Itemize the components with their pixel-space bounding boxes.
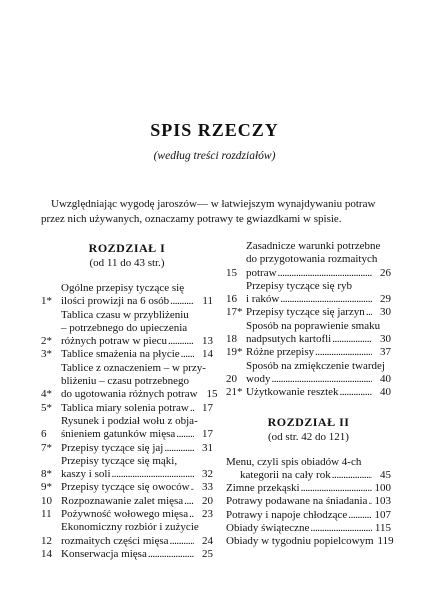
page-number: 33 bbox=[202, 481, 213, 494]
entry-number: 8* bbox=[41, 468, 52, 481]
page-number: 37 bbox=[380, 346, 391, 359]
page-number: 31 bbox=[202, 441, 213, 454]
dot-leader bbox=[280, 293, 372, 306]
page-number: 23 bbox=[202, 508, 213, 521]
entry-number: 12 bbox=[41, 534, 52, 547]
dot-leader bbox=[170, 295, 194, 308]
toc-entry bbox=[41, 495, 213, 508]
entry-number: 3* bbox=[41, 348, 52, 361]
dot-leader bbox=[271, 373, 372, 386]
toc-entry bbox=[41, 415, 213, 442]
entry-text: Zimne przekąski bbox=[226, 482, 300, 495]
entry-text: Przepisy tyczące się owoców bbox=[61, 481, 190, 494]
entry-text: Pożywność wołowego mięsa bbox=[61, 508, 189, 521]
toc-entry bbox=[226, 509, 391, 522]
entry-number: 5* bbox=[41, 401, 52, 414]
toc-entry bbox=[41, 481, 213, 494]
dot-leader bbox=[340, 386, 372, 399]
toc-entry bbox=[41, 521, 213, 548]
toc-entry bbox=[41, 348, 213, 361]
toc-entry bbox=[41, 508, 213, 521]
toc-entry bbox=[226, 240, 391, 280]
entry-text: Ogólne przepisy tyczące się bbox=[61, 282, 185, 294]
dot-leader bbox=[164, 442, 194, 455]
toc-list bbox=[226, 240, 391, 400]
entry-text: Użytkowanie resztek bbox=[246, 386, 339, 399]
entry-number: 6 bbox=[41, 428, 47, 441]
chapter-heading: ROZDZIAŁ II bbox=[267, 414, 350, 429]
toc-entry bbox=[41, 282, 213, 309]
entry-number: 4* bbox=[41, 388, 52, 401]
entry-text: potraw bbox=[246, 266, 277, 279]
dot-leader bbox=[310, 522, 372, 535]
entry-number: 17* bbox=[226, 306, 243, 319]
toc-entry bbox=[226, 535, 394, 548]
page-number: 30 bbox=[380, 333, 391, 346]
entry-number: 9* bbox=[41, 481, 52, 494]
entry-number: 21* bbox=[226, 386, 243, 399]
entry-text: Przepisy tyczące się jaj bbox=[61, 441, 164, 454]
toc-entry bbox=[226, 522, 391, 535]
entry-text: Sposób na zmiękczenie twardej bbox=[246, 359, 385, 372]
page-number: 32 bbox=[202, 468, 213, 481]
page-number: 25 bbox=[202, 547, 213, 560]
page-number: 13 bbox=[202, 335, 213, 348]
entry-text: do przygotowania rozmaitych bbox=[246, 253, 378, 266]
entry-text: Tablica czasu w przybliżeniu bbox=[61, 308, 189, 321]
page-subtitle: (według treści rozdziałów) bbox=[153, 150, 276, 162]
entry-number: 10 bbox=[41, 494, 52, 507]
entry-text: Tablica miary solenia potraw bbox=[61, 401, 189, 414]
toc-entry bbox=[226, 320, 391, 347]
dot-leader bbox=[112, 468, 195, 481]
page-number: 40 bbox=[380, 386, 391, 399]
page-number: 30 bbox=[380, 306, 391, 319]
page-number: 115 bbox=[374, 522, 391, 535]
dot-leader bbox=[181, 348, 194, 361]
toc-list bbox=[41, 282, 218, 561]
toc-entry bbox=[226, 306, 391, 319]
page-number: 107 bbox=[374, 508, 391, 521]
entry-text: Rozpoznawanie zalet mięsa bbox=[61, 494, 184, 507]
entry-text: kaszy i soli bbox=[61, 468, 111, 481]
entry-text: Potrawy podawane na śniadania bbox=[226, 495, 368, 508]
entry-text: Tablice smażenia na płycie bbox=[61, 348, 180, 361]
page-number: 20 bbox=[202, 494, 213, 507]
right-column bbox=[226, 240, 394, 549]
entry-text: ilości prowizji na 6 osób bbox=[61, 295, 170, 308]
dot-leader bbox=[348, 509, 372, 522]
page-number: 29 bbox=[380, 293, 391, 306]
toc-entry bbox=[41, 442, 213, 455]
toc-entry bbox=[41, 402, 213, 415]
entry-text: Przepisy tyczące się mąki, bbox=[61, 454, 178, 467]
entry-text: Różne przepisy bbox=[246, 346, 315, 359]
entry-text: Zasadnicze warunki potrzebne bbox=[246, 240, 381, 252]
intro-paragraph: Uwzględniając wygodę jaroszów— w łatwiejszym wynajdywaniu potraw przez nich używanych, oznaczamy potrawy te gwiazdkami w spisie. bbox=[41, 198, 376, 225]
dot-leader bbox=[170, 535, 194, 548]
entry-text: Przepisy tyczące się jarzyn bbox=[246, 306, 365, 319]
left-column bbox=[41, 240, 218, 561]
entry-number: 2* bbox=[41, 335, 52, 348]
page-number: 100 bbox=[374, 482, 391, 495]
entry-text: i raków bbox=[246, 293, 280, 306]
entry-text: Menu, czyli spis obiadów 4-ch bbox=[226, 455, 362, 468]
toc-entry bbox=[41, 548, 213, 561]
entry-number: 7* bbox=[41, 441, 52, 454]
dot-leader bbox=[176, 428, 194, 441]
dot-leader bbox=[191, 481, 194, 494]
entry-text: Obiady w tygodniu popielcowym bbox=[226, 535, 374, 548]
dot-leader bbox=[184, 495, 194, 508]
toc-entry bbox=[41, 455, 213, 482]
page-number: 17 bbox=[202, 401, 213, 414]
page-number: 11 bbox=[202, 295, 213, 308]
page-number: 24 bbox=[202, 534, 213, 547]
chapter-range: (od 11 do 43 str.) bbox=[89, 257, 165, 269]
page-number: 40 bbox=[380, 372, 391, 385]
entry-text: Rysunek i podział wołu z obja- bbox=[61, 414, 198, 427]
dot-leader bbox=[278, 267, 372, 280]
dot-leader bbox=[148, 548, 194, 561]
toc-entry bbox=[226, 495, 391, 508]
dot-leader bbox=[315, 346, 372, 359]
dot-leader bbox=[301, 482, 372, 495]
entry-number: 20 bbox=[226, 372, 237, 385]
entry-number: 16 bbox=[226, 293, 237, 306]
page-number: 14 bbox=[202, 348, 213, 361]
page-number: 15 bbox=[206, 388, 218, 401]
dot-leader bbox=[168, 335, 194, 348]
entry-text: różnych potraw w piecu bbox=[61, 335, 167, 348]
entry-number: 15 bbox=[226, 266, 237, 279]
page-number: 45 bbox=[380, 468, 391, 481]
entry-text: Konserwacja mięsa bbox=[61, 547, 147, 560]
entry-text: kategorii na cały rok bbox=[240, 468, 331, 481]
dot-leader bbox=[332, 469, 372, 482]
toc-entry bbox=[226, 386, 391, 399]
dot-leader bbox=[366, 306, 372, 319]
page-number: 26 bbox=[380, 266, 391, 279]
page-number: 103 bbox=[374, 495, 391, 508]
toc-entry bbox=[41, 309, 213, 349]
toc-entry bbox=[226, 456, 391, 483]
entry-number: 18 bbox=[226, 333, 237, 346]
toc-entry bbox=[226, 280, 391, 307]
dot-leader bbox=[189, 508, 194, 521]
dot-leader bbox=[190, 402, 194, 415]
entry-text: Tablice z oznaczeniem – w przy- bbox=[61, 361, 206, 374]
entry-text: do ugotowania różnych potraw bbox=[61, 388, 198, 401]
entry-number: 14 bbox=[41, 547, 52, 560]
entry-text: Przepisy tyczące się ryb bbox=[246, 279, 352, 292]
entry-text: bliżeniu – czasu potrzebnego bbox=[61, 375, 189, 388]
entry-text: Potrawy i napoje chłodzące bbox=[226, 508, 348, 521]
entry-number: 1* bbox=[41, 295, 52, 308]
entry-text: Ekonomiczny rozbiór i zużycie bbox=[61, 521, 199, 534]
dot-leader bbox=[332, 333, 372, 346]
page-number: 17 bbox=[202, 428, 213, 441]
page-number: 119 bbox=[377, 535, 394, 548]
dot-leader bbox=[368, 495, 372, 508]
page-title: SPIS RZECZY bbox=[150, 120, 279, 140]
chapter-range: (od str. 42 do 121) bbox=[268, 430, 349, 443]
entry-text: rozmaitych części mięsa bbox=[61, 534, 169, 547]
toc-list bbox=[226, 455, 394, 549]
entry-text: wody bbox=[246, 372, 271, 385]
entry-text: Sposób na poprawienie smaku bbox=[246, 319, 381, 332]
toc-entry bbox=[41, 361, 218, 402]
chapter-heading: ROZDZIAŁ I bbox=[88, 241, 166, 255]
toc-entry bbox=[226, 346, 391, 359]
entry-text: nadpsutych kartofli bbox=[246, 333, 332, 346]
entry-text: Obiady świąteczne bbox=[226, 522, 310, 535]
toc-entry bbox=[226, 482, 391, 495]
entry-number: 19* bbox=[226, 346, 243, 359]
entry-text: śnieniem gatunków mięsa bbox=[61, 428, 176, 441]
entry-number: 11 bbox=[41, 508, 52, 521]
toc-entry bbox=[226, 360, 391, 387]
entry-text: – potrzebnego do upieczenia bbox=[61, 321, 188, 334]
